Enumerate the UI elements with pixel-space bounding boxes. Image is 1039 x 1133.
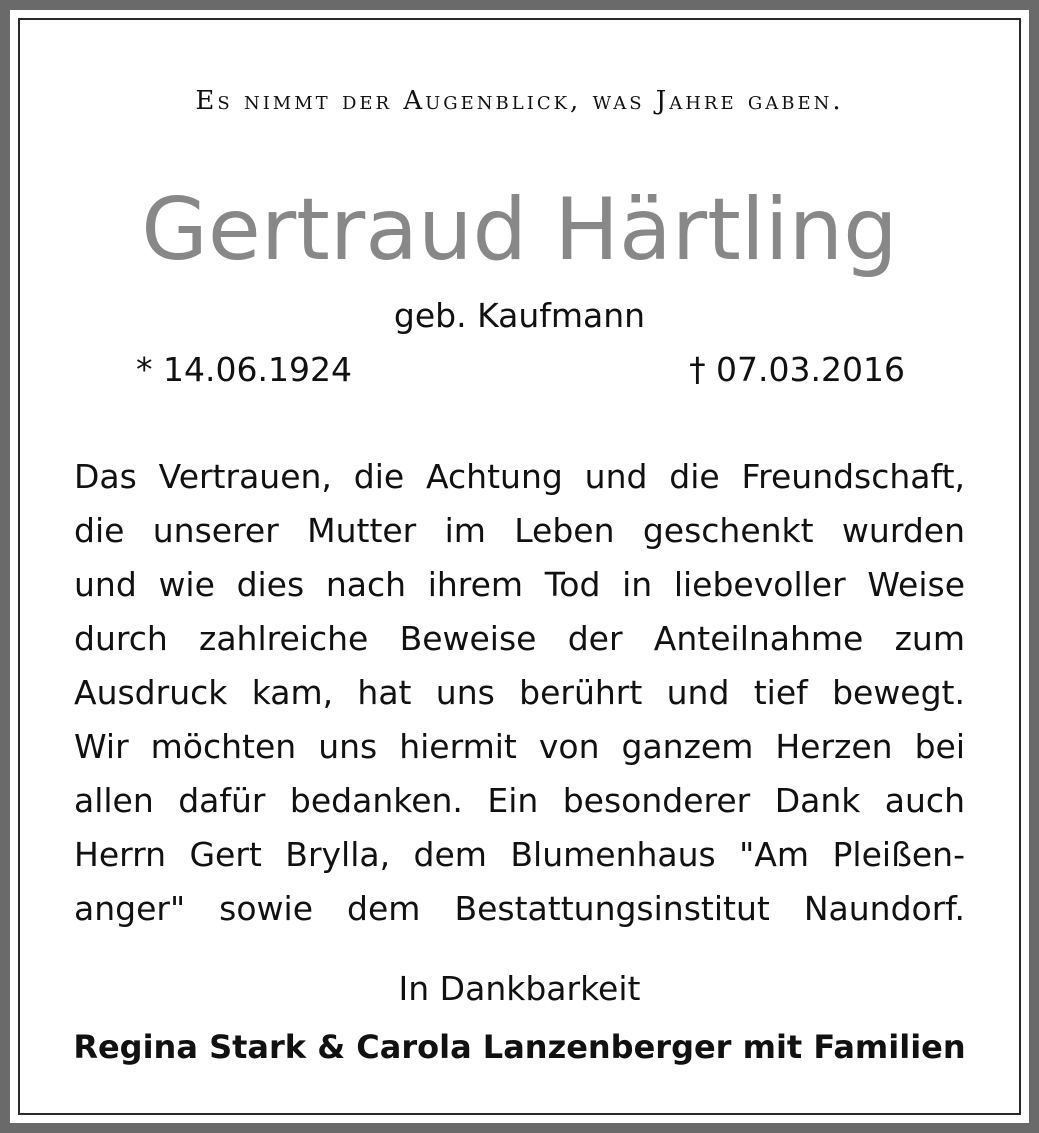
deceased-name: Gertraud Härtling [141, 180, 898, 280]
text-line: allen dafür bedanken. Ein besonderer Dank auch [74, 781, 965, 820]
text-line: anger" sowie dem Bestattungsinstitut Naundorf. [74, 889, 965, 928]
signature: Regina Stark & Carola Lanzenberger mit Familien [73, 1028, 966, 1066]
text-line: die unserer Mutter im Leben geschenkt wurden [74, 511, 965, 550]
text-line: Das Vertrauen, die Achtung und die Freundschaft, [74, 457, 965, 496]
text-line: Ausdruck kam, hat uns berührt und tief bewegt. [74, 673, 965, 712]
maiden-name: geb. Kaufmann [393, 296, 646, 335]
text-line: Wir möchten uns hiermit von ganzem Herzen bei [74, 727, 965, 766]
closing-phrase: In Dankbarkeit [398, 969, 641, 1008]
text-line: durch zahlreiche Beweise der Anteilnahme zum [74, 619, 965, 658]
text-line: Herrn Gert Brylla, dem Blumenhaus "Am Pleißen- [74, 835, 965, 874]
death-date: † 07.03.2016 [689, 350, 905, 389]
thank-you-text [74, 450, 965, 936]
motto: Es nimmt der Augenblick, was Jahre gaben. [195, 86, 844, 116]
birth-date: * 14.06.1924 [136, 350, 352, 389]
text-line: und wie dies nach ihrem Tod in liebevoller Weise [74, 565, 965, 604]
